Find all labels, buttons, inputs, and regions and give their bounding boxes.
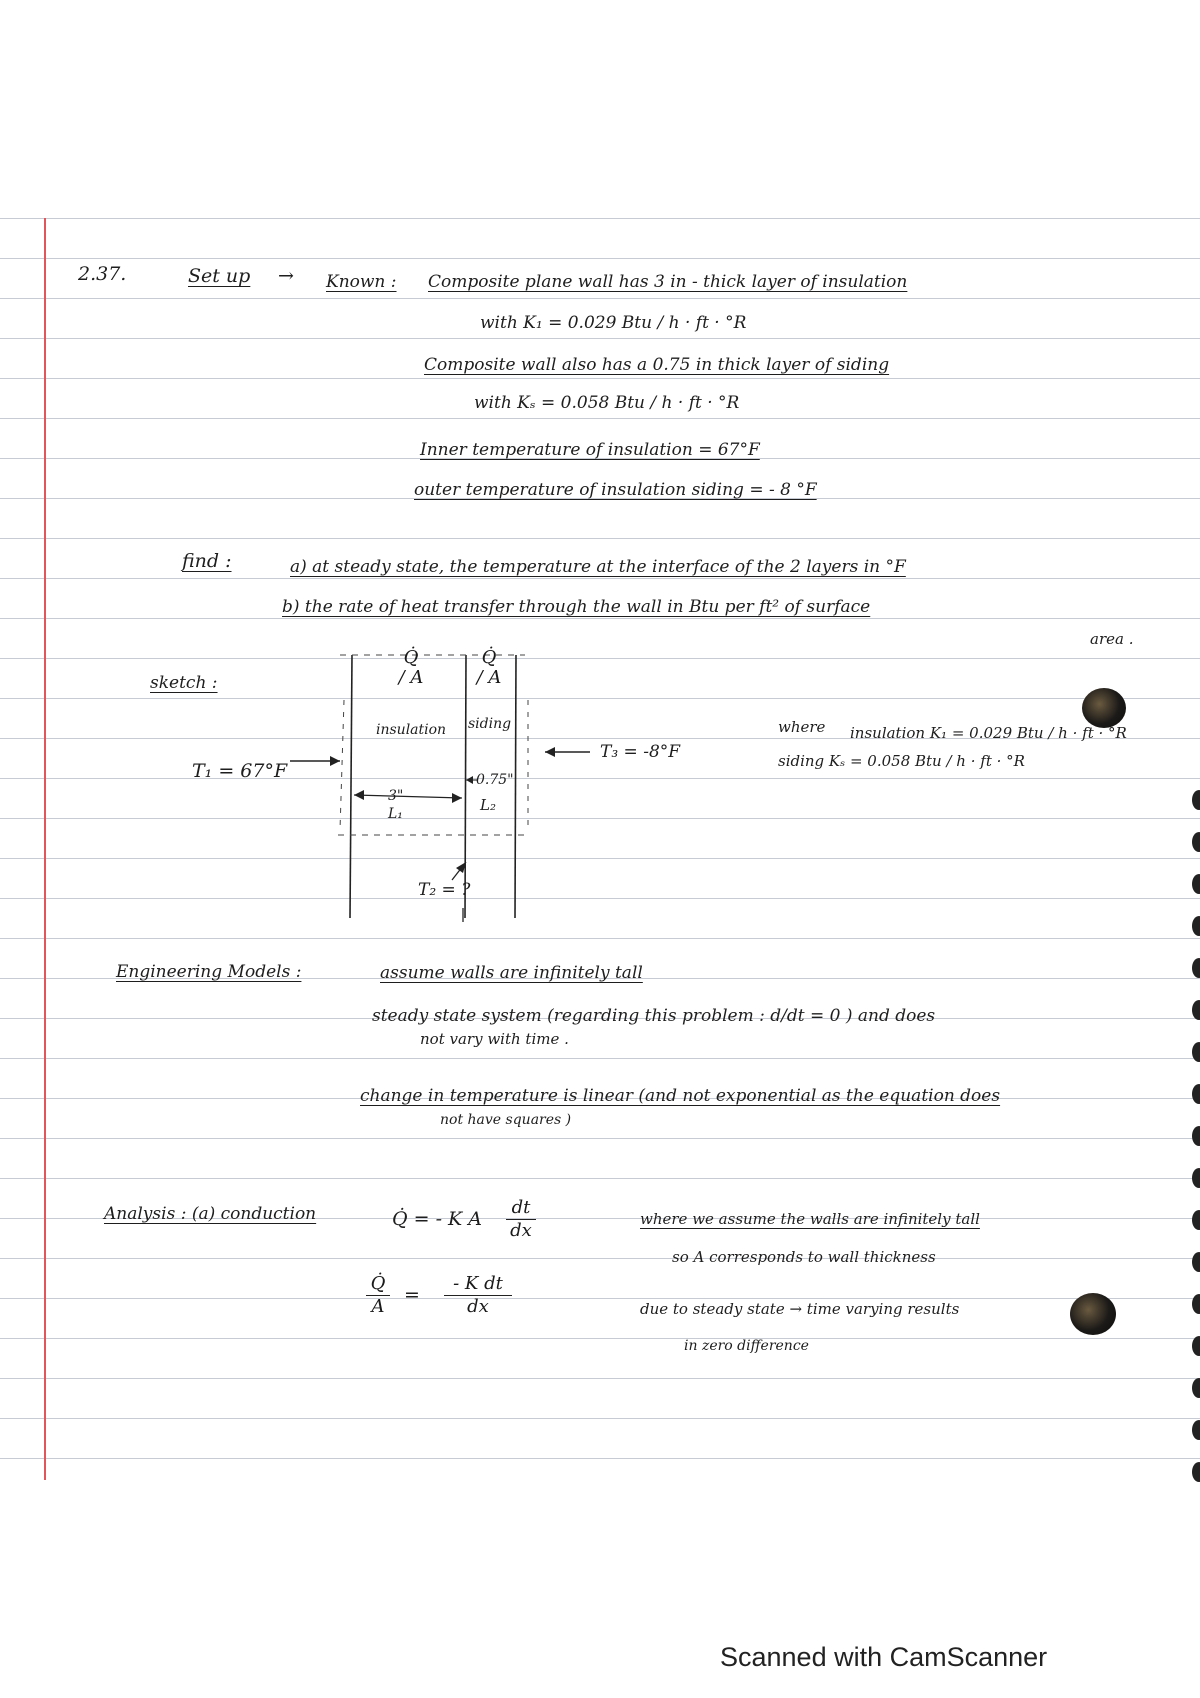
model-line: not have squares ) — [440, 1112, 572, 1128]
find-item-b-cont: area . — [1090, 630, 1134, 648]
analysis-note: where we assume the walls are infinitely tall — [640, 1210, 980, 1228]
known-line: Composite wall also has a 0.75 in thick layer of siding — [424, 355, 890, 375]
l2-symbol: L₂ — [480, 796, 496, 814]
conduction-equation-derivative: dt dx — [506, 1198, 536, 1241]
heat-flux-fraction: Q̇ A — [366, 1274, 390, 1317]
model-line: not vary with time . — [420, 1030, 569, 1048]
heat-flux-label-siding: Q̇ / A — [476, 647, 502, 688]
sketch-note-where: where — [778, 718, 826, 736]
known-line: with Kₛ = 0.058 Btu / h · ft · °R — [474, 393, 740, 413]
find-item-a: a) at steady state, the temperature at the interface of the 2 layers in °F — [290, 557, 906, 577]
known-line: outer temperature of insulation siding = - 8 °F — [414, 480, 817, 500]
flux-equation-rhs: - K dt dx — [444, 1274, 512, 1317]
analysis-note: due to steady state → time varying results — [640, 1300, 960, 1318]
find-label: find : — [182, 550, 232, 572]
analysis-label: Analysis : (a) conduction — [104, 1204, 317, 1224]
model-line: assume walls are infinitely tall — [380, 963, 643, 983]
model-line: change in temperature is linear (and not exponential as the equation does — [360, 1086, 1001, 1106]
models-label: Engineering Models : — [116, 962, 302, 982]
sketch-note-siding: siding Kₛ = 0.058 Btu / h · ft · °R — [778, 752, 1025, 770]
problem-number: 2.37. — [78, 263, 127, 285]
find-item-b: b) the rate of heat transfer through the wall in Btu per ft² of surface — [282, 597, 871, 617]
equals-sign: = — [404, 1284, 420, 1306]
sketch-label: sketch : — [150, 673, 218, 693]
analysis-note: in zero difference — [684, 1338, 809, 1354]
known-label: Known : — [326, 272, 397, 292]
conduction-equation-lhs: Q̇ = - K A — [392, 1208, 482, 1230]
t2-label: T₂ = ? — [418, 880, 471, 900]
t1-label: T₁ = 67°F — [192, 760, 288, 782]
scanner-watermark: Scanned with CamScanner — [720, 1642, 1048, 1672]
l1-dimension: 3" — [388, 788, 404, 804]
siding-layer-label: siding — [468, 716, 512, 732]
l1-symbol: L₁ — [388, 806, 403, 822]
known-line: Composite plane wall has 3 in - thick layer of insulation — [428, 272, 908, 292]
known-line: with K₁ = 0.029 Btu / h · ft · °R — [480, 313, 747, 333]
heat-flux-label-insulation: Q̇ / A — [398, 647, 424, 688]
model-line: steady state system (regarding this problem : d/dt = 0 ) and does — [372, 1006, 936, 1026]
known-line: Inner temperature of insulation = 67°F — [420, 440, 760, 460]
setup-label: Set up — [188, 265, 251, 287]
analysis-note: so A corresponds to wall thickness — [672, 1248, 936, 1266]
sketch-note-insulation: insulation K₁ = 0.029 Btu / h · ft · °R — [850, 724, 1127, 742]
t3-label: T₃ = -8°F — [600, 742, 681, 762]
insulation-layer-label: insulation — [376, 722, 447, 738]
l2-dimension: 0.75" — [476, 772, 514, 788]
setup-arrow: → — [278, 265, 294, 287]
